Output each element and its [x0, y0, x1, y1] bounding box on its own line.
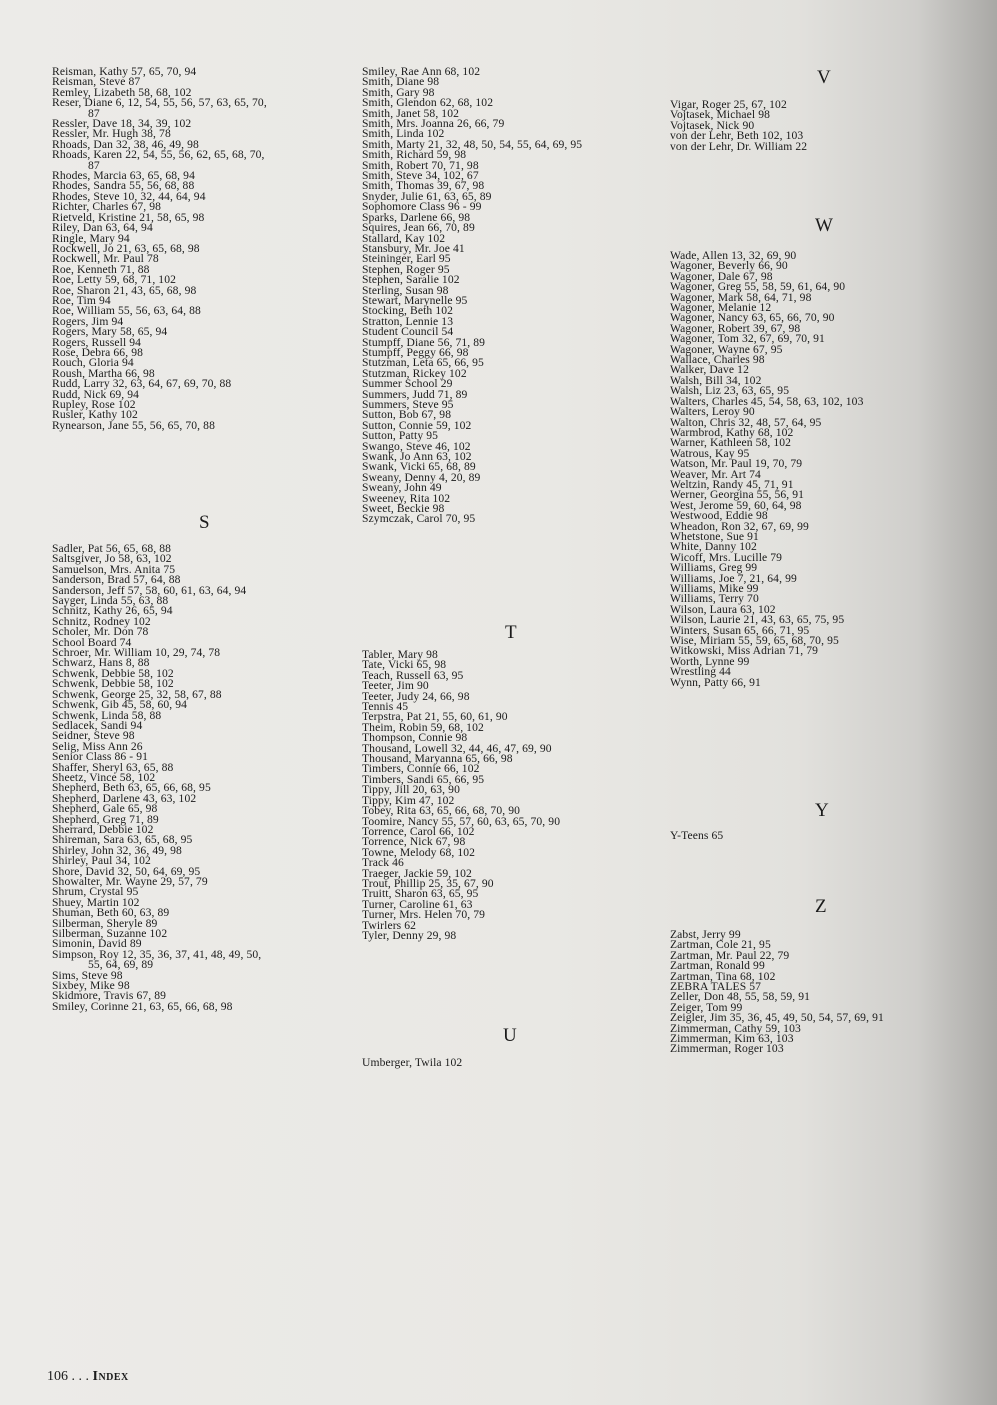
index-entry: Thompson, Connie 98	[362, 731, 468, 745]
index-entry: von der Lehr, Beth 102, 103	[670, 129, 804, 143]
index-entry: Shuey, Martin 102	[52, 895, 140, 909]
index-entry: Swango, Steve 46, 102	[362, 439, 471, 453]
index-entry: Schwenk, Linda 58, 88	[52, 708, 162, 722]
index-entry: Wade, Allen 13, 32, 69, 90	[670, 249, 797, 262]
index-entry: Sweany, Denny 4, 20, 89	[362, 470, 481, 484]
index-entry: Vojtasek, Michael 98	[670, 108, 770, 122]
index-entry: Roush, Martha 66, 98	[52, 366, 155, 380]
index-entry: Walton, Chris 32, 48, 57, 64, 95	[670, 415, 822, 429]
index-entry: Rupley, Rose 102	[52, 398, 136, 411]
index-entry: Sophomore Class 96 - 99	[362, 200, 482, 214]
index-entry: Sweet, Beckie 98	[362, 502, 445, 516]
index-entry: Szymczak, Carol 70, 95	[362, 512, 476, 526]
index-entry: Schnitz, Kathy 26, 65, 94	[52, 604, 173, 618]
index-list-s	[52, 544, 364, 1012]
index-entry: Y-Teens 65	[670, 829, 724, 842]
index-list-z	[670, 930, 985, 1055]
index-entry: Swank, Jo Ann 63, 102	[362, 450, 472, 464]
index-entry: Wagoner, Nancy 63, 65, 66, 70, 90	[670, 311, 835, 325]
index-entry: Vojtasek, Nick 90	[670, 118, 755, 132]
index-entry: ZEBRA TALES 57	[670, 980, 762, 994]
index-entry: Williams, Terry 70	[670, 592, 759, 606]
index-entry: Stansbury, Mr. Joe 41	[362, 241, 465, 255]
index-entry: Stallard, Kay 102	[362, 231, 446, 245]
index-entry: Rogers, Mary 58, 65, 94	[52, 325, 168, 339]
index-entry: Whetstone, Sue 91	[670, 529, 759, 543]
index-entry: Wilson, Laurie 21, 43, 63, 65, 75, 95	[670, 613, 845, 627]
index-entry: Steininger, Earl 95	[362, 252, 451, 266]
index-entry: Westwood, Eddie 98	[670, 509, 768, 523]
page-footer	[47, 1369, 129, 1385]
index-list-v	[670, 100, 985, 152]
index-entry: Simpson, Roy 12, 35, 36, 37, 41, 48, 49, 50,	[52, 947, 262, 961]
index-entry: Warner, Kathleen 58, 102	[670, 436, 792, 450]
index-entry: Walsh, Liz 23, 63, 65, 95	[670, 384, 790, 398]
index-entry: Rhodes, Sandra 55, 56, 68, 88	[52, 179, 195, 193]
index-entry: Smiley, Corinne 21, 63, 65, 66, 68, 98	[52, 999, 233, 1013]
index-entry: Showalter, Mr. Wayne 29, 57, 79	[52, 875, 208, 888]
index-entry: Silberman, Suzanne 102	[52, 927, 168, 941]
index-entry: Summers, Judd 71, 89	[362, 387, 468, 401]
index-entry: Schroer, Mr. William 10, 29, 74, 78	[52, 646, 221, 660]
index-entry: Senior Class 86 - 91	[52, 750, 149, 764]
index-entry: Wilson, Laura 63, 102	[670, 602, 776, 616]
index-entry: Sweeney, Rita 102	[362, 491, 451, 505]
section-letter-z: Z	[815, 896, 827, 917]
index-entry: Smith, Mrs. Joanna 26, 66, 79	[362, 117, 505, 131]
index-entry: Stocking, Beth 102	[362, 304, 454, 318]
index-list-w	[670, 251, 985, 688]
index-list-r	[52, 67, 364, 431]
index-entry: Roe, Letty 59, 68, 71, 102	[52, 273, 177, 287]
index-entry: Tennis 45	[362, 700, 409, 714]
index-entry: Sayger, Linda 55, 63, 88	[52, 594, 169, 608]
index-entry: Shireman, Sara 63, 65, 68, 95	[52, 833, 193, 847]
index-entry: Shore, David 32, 50, 64, 69, 95	[52, 864, 201, 878]
index-entry: Shepherd, Beth 63, 65, 66, 68, 95	[52, 781, 211, 795]
index-entry: Vigar, Roger 25, 67, 102	[670, 98, 787, 111]
index-list-s-continued	[362, 67, 667, 525]
index-entry: Smith, Thomas 39, 67, 98	[362, 179, 485, 193]
index-entry: 87	[88, 158, 100, 172]
index-entry: Stratton, Lennie 13	[362, 314, 454, 328]
index-entry: Zeiger, Tom 99	[670, 1000, 743, 1014]
index-entry: Rudd, Larry 32, 63, 64, 67, 69, 70, 88	[52, 377, 232, 391]
index-entry: Thousand, Lowell 32, 44, 46, 47, 69, 90	[362, 741, 552, 755]
index-entry: Wagoner, Melanie 12	[670, 301, 772, 315]
index-entry: Saltsgiver, Jo 58, 63, 102	[52, 552, 172, 566]
index-entry: Wise, Miriam 55, 59, 65, 68, 70, 95	[670, 634, 839, 648]
index-list-t	[362, 650, 667, 941]
index-entry: Timbers, Connie 66, 102	[362, 762, 480, 776]
index-entry: Zimmerman, Kim 63, 103	[670, 1032, 794, 1046]
index-entry: Squires, Jean 66, 70, 89	[362, 221, 475, 235]
section-letter-t: T	[505, 622, 517, 643]
index-entry: Towne, Melody 68, 102	[362, 845, 476, 859]
index-entry: Smith, Glendon 62, 68, 102	[362, 96, 494, 110]
index-entry: Schwenk, Debbie 58, 102	[52, 677, 174, 691]
index-entry: Schwenk, Gib 45, 58, 60, 94	[52, 698, 188, 712]
index-entry: Rhoads, Karen 22, 54, 55, 56, 62, 65, 68, 70,	[52, 148, 265, 162]
index-entry: Riley, Dan 63, 64, 94	[52, 221, 153, 235]
index-entry: Williams, Greg 99	[670, 561, 758, 575]
index-entry: Wallace, Charles 98	[670, 353, 765, 367]
index-entry: Ressler, Dave 18, 34, 39, 102	[52, 117, 192, 131]
index-entry: Sims, Steve 98	[52, 968, 123, 982]
index-entry: Sanderson, Jeff 57, 58, 60, 61, 63, 64, 94	[52, 583, 247, 597]
index-entry: Sheetz, Vince 58, 102	[52, 770, 156, 784]
index-entry: Zeigler, Jim 35, 36, 45, 49, 50, 54, 57, 69, 91	[670, 1011, 884, 1025]
index-entry: Rietveld, Kristine 21, 58, 65, 98	[52, 210, 205, 224]
index-entry: Tippy, Jill 20, 63, 90	[362, 783, 460, 797]
index-entry: Smith, Diane 98	[362, 75, 440, 89]
index-entry: Smith, Linda 102	[362, 127, 445, 141]
index-entry: Twirlers 62	[362, 918, 417, 932]
page-number: 106 . . .	[47, 1369, 89, 1384]
index-entry: Zartman, Tina 68, 102	[670, 969, 776, 983]
index-entry: Zartman, Mr. Paul 22, 79	[670, 948, 790, 962]
section-letter-y: Y	[815, 800, 829, 821]
index-entry: Reisman, Kathy 57, 65, 70, 94	[52, 65, 197, 78]
index-entry: 87	[88, 106, 100, 120]
index-entry: Stutzman, Leta 65, 66, 95	[362, 356, 484, 370]
index-entry: Wagoner, Greg 55, 58, 59, 61, 64, 90	[670, 280, 846, 294]
index-entry: Williams, Mike 99	[670, 582, 759, 595]
index-entry: Reser, Diane 6, 12, 54, 55, 56, 57, 63, 65, 70,	[52, 96, 267, 110]
index-entry: Watrous, Kay 95	[670, 446, 750, 460]
index-entry: Shepherd, Darlene 43, 63, 102	[52, 791, 197, 805]
index-entry: Shirley, Paul 34, 102	[52, 854, 151, 868]
index-entry: Reisman, Steve 87	[52, 75, 141, 89]
index-entry: Ringle, Mary 94	[52, 231, 130, 245]
index-entry: Wagoner, Wayne 67, 95	[670, 342, 783, 356]
index-entry: Shirley, John 32, 36, 49, 98	[52, 843, 182, 857]
index-entry: Torrence, Nick 67, 98	[362, 835, 466, 849]
index-entry: Torrence, Carol 66, 102	[362, 824, 475, 838]
index-entry: Smith, Gary 98	[362, 85, 435, 99]
index-entry: Zabst, Jerry 99	[670, 928, 741, 941]
section-letter-w: W	[815, 215, 833, 236]
section-letter-v: V	[817, 67, 831, 88]
index-entry: Track 46	[362, 856, 404, 870]
index-entry: Zeller, Don 48, 55, 58, 59, 91	[670, 990, 811, 1004]
index-entry: Walker, Dave 12	[670, 363, 749, 377]
index-entry: Witkowski, Miss Adrian 71, 79	[670, 644, 819, 658]
index-entry: Tippy, Kim 47, 102	[362, 793, 455, 807]
index-entry: Rhodes, Steve 10, 32, 44, 64, 94	[52, 189, 206, 203]
index-column-1	[52, 67, 364, 431]
index-entry: Williams, Joe 7, 21, 64, 99	[670, 571, 797, 585]
index-entry: Samuelson, Mrs. Anita 75	[52, 562, 176, 576]
index-entry: Weaver, Mr. Art 74	[670, 467, 761, 481]
index-entry: Shuman, Beth 60, 63, 89	[52, 906, 170, 920]
index-entry: Summer School 29	[362, 377, 453, 391]
index-entry: Truitt, Sharon 63, 65, 95	[362, 887, 479, 901]
index-entry: Timbers, Sandi 65, 66, 95	[362, 772, 485, 786]
index-entry: Zartman, Ronald 99	[670, 959, 765, 973]
index-entry: 55, 64, 69, 89	[88, 958, 154, 972]
index-entry: Seidner, Steve 98	[52, 729, 135, 743]
index-entry: Weltzin, Randy 45, 71, 91	[670, 477, 794, 491]
index-entry: Wagoner, Robert 39, 67, 98	[670, 321, 801, 335]
index-entry: Thousand, Maryanna 65, 66, 98	[362, 752, 513, 766]
index-entry: Stumpff, Peggy 66, 98	[362, 345, 469, 359]
index-entry: Theim, Robin 59, 68, 102	[362, 720, 484, 734]
index-entry: Wagoner, Tom 32, 67, 69, 70, 91	[670, 332, 825, 346]
index-entry: Remley, Lizabeth 58, 68, 102	[52, 85, 192, 99]
index-entry: Sedlacek, Sandi 94	[52, 718, 143, 732]
index-entry: Smith, Marty 21, 32, 48, 50, 54, 55, 64, 69, 95	[362, 137, 583, 151]
index-entry: Stewart, Marynelle 95	[362, 293, 468, 307]
index-entry: Stephen, Roger 95	[362, 262, 450, 276]
index-entry: Smith, Richard 59, 98	[362, 148, 467, 162]
index-entry: Wynn, Patty 66, 91	[670, 675, 761, 689]
index-entry: Sutton, Connie 59, 102	[362, 418, 472, 432]
index-entry: Roe, Tim 94	[52, 293, 111, 307]
index-entry: Teach, Russell 63, 95	[362, 668, 464, 682]
index-entry: Zimmerman, Cathy 59, 103	[670, 1021, 801, 1035]
index-entry: Ressler, Mr. Hugh 38, 78	[52, 127, 171, 141]
index-entry: School Board 74	[52, 635, 132, 649]
index-entry: Wagoner, Dale 67, 98	[670, 269, 773, 283]
index-entry: Teeter, Judy 24, 66, 98	[362, 689, 470, 703]
index-entry: Worth, Lynne 99	[670, 654, 750, 668]
index-entry: Walters, Charles 45, 54, 58, 63, 102, 103	[670, 394, 864, 408]
index-entry: Wagoner, Beverly 66, 90	[670, 259, 788, 273]
index-entry: Wrestling 44	[670, 665, 731, 679]
index-entry: Shepherd, Gale 65, 98	[52, 802, 158, 816]
index-list-y	[670, 831, 985, 841]
index-entry: Schwarz, Hans 8, 88	[52, 656, 150, 670]
index-entry: Stumpff, Diane 56, 71, 89	[362, 335, 486, 349]
index-entry: Snyder, Julie 61, 63, 65, 89	[362, 189, 492, 203]
index-entry: Umberger, Twila 102	[362, 1056, 463, 1069]
index-column-2	[362, 67, 667, 525]
index-entry: Simonin, David 89	[52, 937, 142, 951]
index-entry: Tobey, Rita 63, 65, 66, 68, 70, 90	[362, 804, 521, 818]
index-entry: Sweany, John 49	[362, 481, 442, 495]
index-entry: Watson, Mr. Paul 19, 70, 79	[670, 457, 803, 471]
index-entry: Warmbrod, Kathy 68, 102	[670, 425, 794, 439]
index-entry: Tabler, Mary 98	[362, 648, 438, 661]
index-entry: Skidmore, Travis 67, 89	[52, 989, 167, 1003]
index-entry: Sterling, Susan 98	[362, 283, 449, 297]
index-entry: von der Lehr, Dr. William 22	[670, 139, 808, 153]
index-entry: Walters, Leroy 90	[670, 405, 755, 419]
index-entry: Sixbey, Mike 98	[52, 979, 130, 993]
index-entry: Rockwell, Mr. Paul 78	[52, 252, 159, 266]
index-entry: Summers, Steve 95	[362, 398, 454, 411]
index-entry: Student Council 54	[362, 325, 454, 339]
index-entry: Toomire, Nancy 55, 57, 60, 63, 65, 70, 90	[362, 814, 561, 828]
index-entry: Turner, Mrs. Helen 70, 79	[362, 908, 486, 922]
index-entry: Tyler, Denny 29, 98	[362, 928, 457, 942]
index-entry: Zimmerman, Roger 103	[670, 1042, 784, 1056]
index-entry: Rhodes, Marcia 63, 65, 68, 94	[52, 169, 195, 183]
index-entry: West, Jerome 59, 60, 64, 98	[670, 498, 802, 512]
index-entry: Terpstra, Pat 21, 55, 60, 61, 90	[362, 710, 508, 724]
index-entry: Schwenk, George 25, 32, 58, 67, 88	[52, 687, 222, 701]
index-entry: Wicoff, Mrs. Lucille 79	[670, 550, 783, 564]
index-entry: Smith, Janet 58, 102	[362, 106, 460, 120]
index-entry: Traeger, Jackie 59, 102	[362, 866, 472, 880]
index-entry: Shaffer, Sheryl 63, 65, 88	[52, 760, 174, 774]
index-entry: Swank, Vicki 65, 68, 89	[362, 460, 476, 474]
index-entry: Rhoads, Dan 32, 38, 46, 49, 98	[52, 137, 199, 151]
index-entry: Sanderson, Brad 57, 64, 88	[52, 573, 181, 587]
index-entry: Zartman, Cole 21, 95	[670, 938, 771, 952]
footer-label: Index	[92, 1369, 129, 1384]
index-entry: Sutton, Patty 95	[362, 429, 439, 443]
index-entry: Sherrard, Debbie 102	[52, 822, 154, 836]
index-entry: Shrum, Crystal 95	[52, 885, 139, 899]
index-entry: Silberman, Sheryle 89	[52, 916, 158, 930]
index-entry: Rouch, Gloria 94	[52, 356, 134, 370]
index-entry: Smith, Steve 34, 102, 67	[362, 169, 479, 183]
index-entry: Roe, William 55, 56, 63, 64, 88	[52, 304, 201, 318]
index-entry: Rudd, Nick 69, 94	[52, 387, 140, 401]
index-entry: Rynearson, Jane 55, 56, 65, 70, 88	[52, 418, 215, 432]
index-entry: Roe, Kenneth 71, 88	[52, 262, 150, 276]
index-entry: Sparks, Darlene 66, 98	[362, 210, 471, 224]
index-entry: Rusler, Kathy 102	[52, 408, 138, 422]
index-entry: Rockwell, Jo 21, 63, 65, 68, 98	[52, 241, 200, 255]
index-entry: Selig, Miss Ann 26	[52, 739, 143, 753]
index-entry: Wagoner, Mark 58, 64, 71, 98	[670, 290, 812, 304]
index-entry: Sutton, Bob 67, 98	[362, 408, 452, 422]
index-entry: Trout, Phillip 25, 35, 67, 90	[362, 876, 494, 890]
section-letter-s: S	[199, 512, 210, 533]
index-entry: Smith, Robert 70, 71, 98	[362, 158, 479, 172]
section-letter-u: U	[503, 1025, 517, 1046]
index-entry: Richter, Charles 67, 98	[52, 200, 162, 214]
index-entry: Stephen, Saralie 102	[362, 273, 460, 287]
index-entry: Turner, Caroline 61, 63	[362, 897, 473, 911]
index-entry: Tate, Vicki 65, 98	[362, 658, 447, 672]
index-entry: Roe, Sharon 21, 43, 65, 68, 98	[52, 283, 197, 297]
index-entry: Wheadon, Ron 32, 67, 69, 99	[670, 519, 809, 533]
index-entry: Rogers, Russell 94	[52, 335, 142, 349]
index-entry: Rose, Debra 66, 98	[52, 345, 143, 359]
index-entry: Walsh, Bill 34, 102	[670, 373, 762, 387]
index-entry: Teeter, Jim 90	[362, 679, 429, 693]
index-entry: Sadler, Pat 56, 65, 68, 88	[52, 542, 172, 555]
index-entry: Schwenk, Debbie 58, 102	[52, 666, 174, 680]
index-entry: Stutzman, Rickey 102	[362, 366, 467, 380]
index-list-u	[362, 1058, 667, 1068]
index-entry: Schnitz, Rodney 102	[52, 614, 151, 628]
index-entry: Scholer, Mr. Don 78	[52, 625, 149, 639]
index-entry: Rogers, Jim 94	[52, 314, 124, 328]
index-entry: Werner, Georgina 55, 56, 91	[670, 488, 805, 502]
index-entry: Winters, Susan 65, 66, 71, 95	[670, 623, 810, 637]
index-entry: Smiley, Rae Ann 68, 102	[362, 65, 481, 78]
index-entry: White, Danny 102	[670, 540, 757, 554]
index-entry: Shepherd, Greg 71, 89	[52, 812, 159, 826]
